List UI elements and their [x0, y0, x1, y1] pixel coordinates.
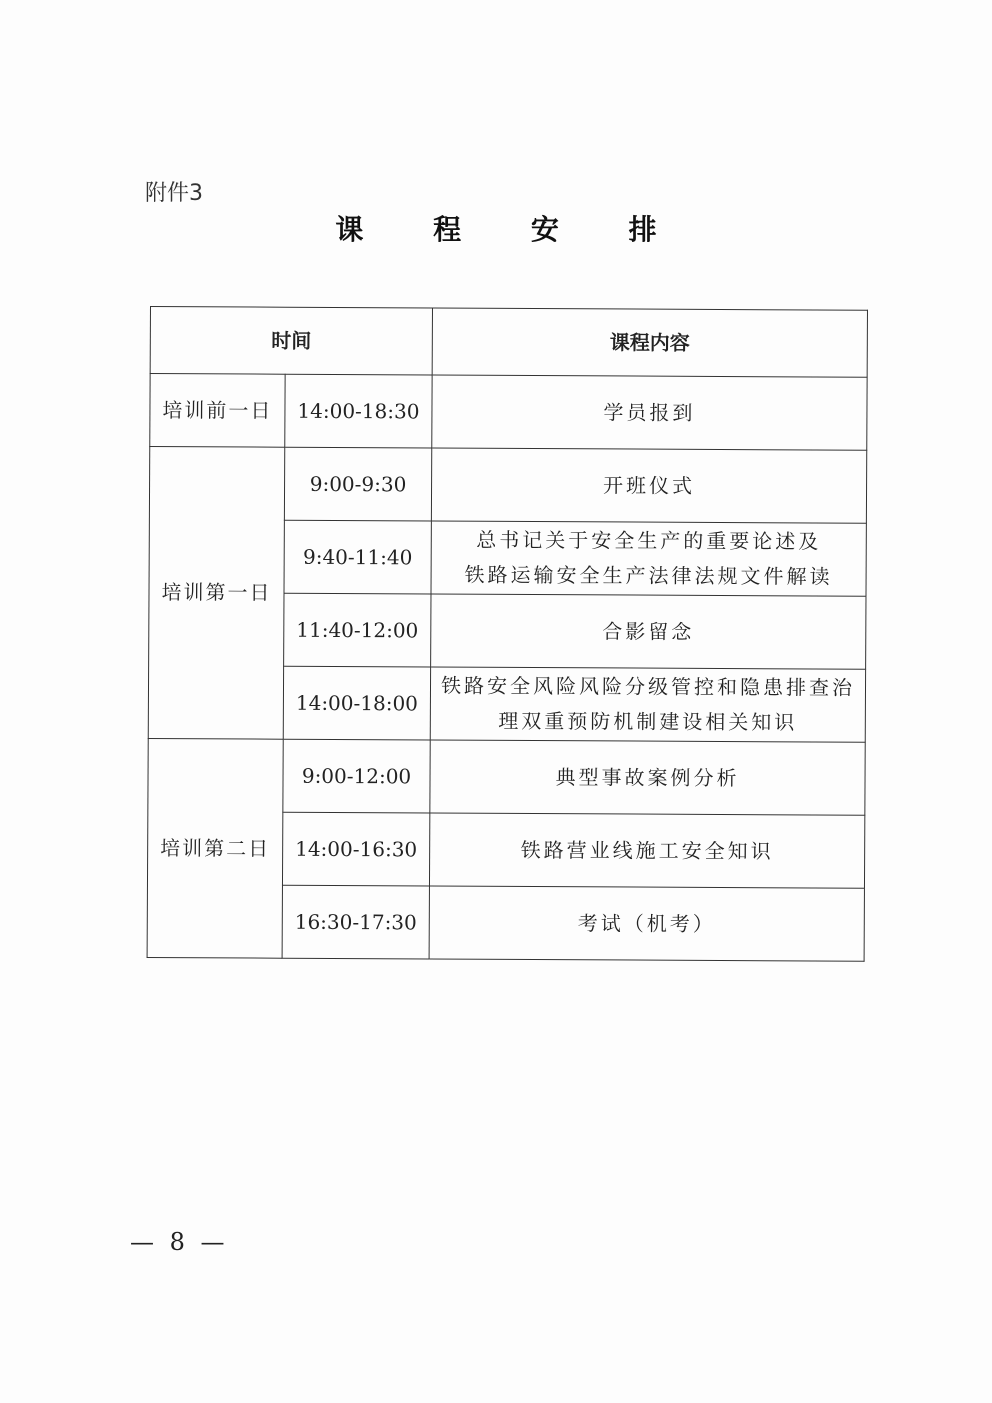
time-cell: 16:30-17:30 — [282, 885, 429, 959]
content-line: 考试（机考） — [577, 910, 716, 936]
content-line: 合影留念 — [602, 618, 695, 644]
time-cell: 14:00-18:00 — [283, 666, 430, 740]
content-line: 典型事故案例分析 — [555, 764, 740, 790]
content-cell — [431, 521, 866, 596]
content-cell — [429, 813, 864, 888]
table-row — [148, 738, 865, 815]
time-cell: 14:00-18:30 — [285, 374, 432, 448]
header-content: 课程内容 — [432, 308, 867, 377]
day-cell: 培训前一日 — [150, 374, 285, 448]
content-line: 铁路营业线施工安全知识 — [520, 837, 774, 863]
content-cell — [431, 448, 866, 523]
content-line: 学员报到 — [603, 399, 696, 425]
time-cell: 11:40-12:00 — [284, 593, 431, 667]
content-cell — [431, 594, 866, 669]
table-header-row — [150, 307, 867, 378]
time-cell: 9:00-12:00 — [283, 739, 430, 813]
content-cell — [429, 886, 864, 961]
annex-label: 附件3 — [145, 181, 203, 206]
page-title: 课 程 安 排 — [335, 213, 687, 246]
content-line: 理双重预防机制建设相关知识 — [498, 708, 798, 735]
content-line: 铁路安全风险风险分级管控和隐患排查治 — [440, 673, 856, 700]
schedule-table — [147, 306, 868, 962]
content-cell — [430, 667, 865, 742]
content-line: 开班仪式 — [603, 472, 696, 498]
header-time: 时间 — [150, 307, 432, 375]
day-cell: 培训第二日 — [147, 738, 283, 958]
page-number: — 8 — — [130, 1228, 229, 1256]
day-cell: 培训第一日 — [148, 447, 285, 740]
time-cell: 9:40-11:40 — [284, 520, 431, 594]
content-line: 总书记关于安全生产的重要论述及 — [476, 527, 822, 554]
table-row — [149, 447, 866, 524]
table-row — [150, 374, 867, 451]
content-cell — [430, 740, 865, 815]
time-cell: 9:00-9:30 — [284, 447, 431, 521]
content-line: 铁路运输安全生产法律法规文件解读 — [464, 562, 833, 589]
content-cell — [432, 375, 867, 450]
time-cell: 14:00-16:30 — [282, 812, 429, 886]
